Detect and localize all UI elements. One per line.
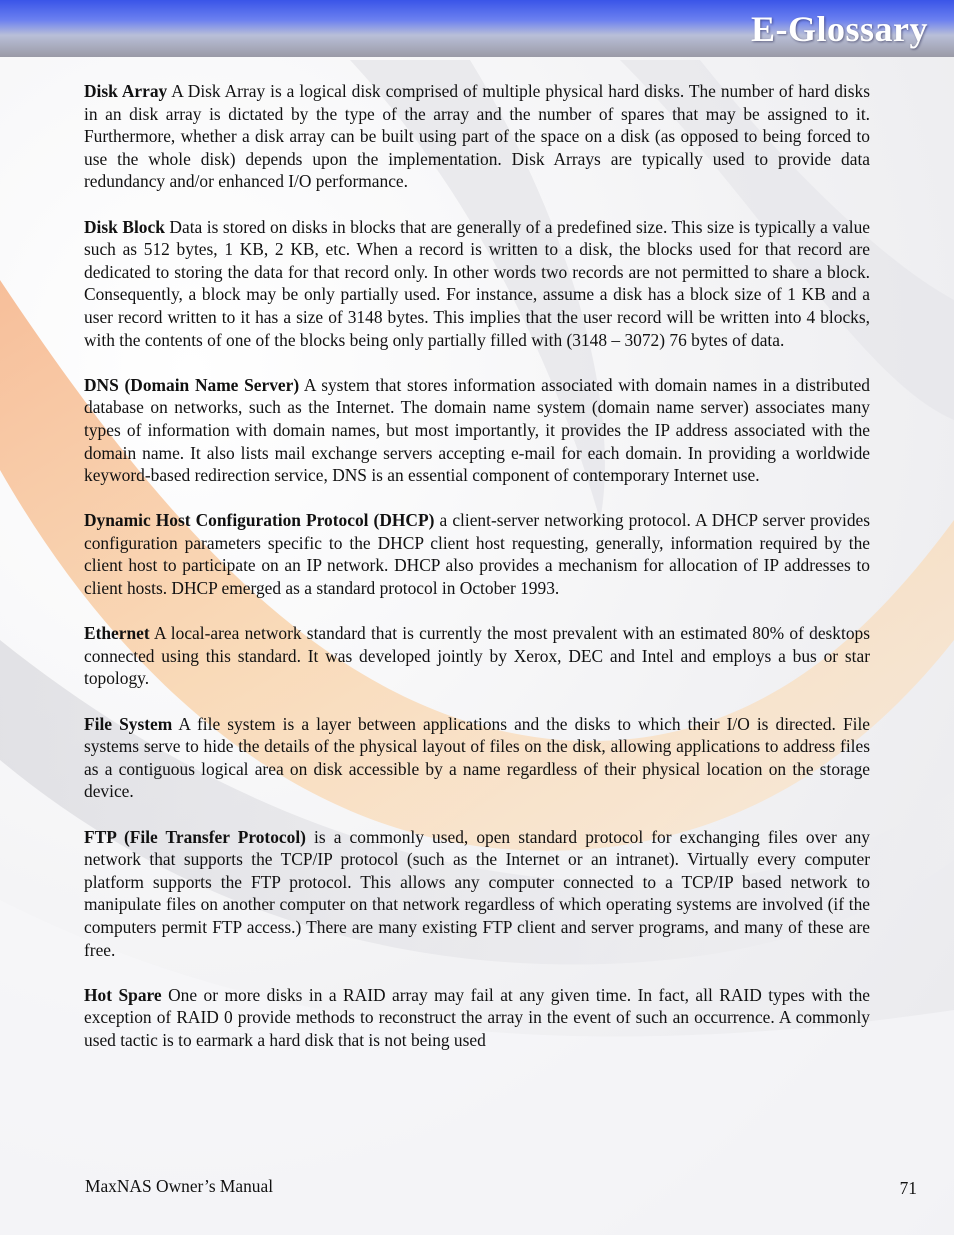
glossary-entry-ethernet <box>84 622 870 690</box>
glossary-entry-dns <box>84 374 870 487</box>
glossary-entry-dhcp <box>84 509 870 599</box>
glossary-term: DNS (Domain Name Server) <box>84 374 300 395</box>
glossary-definition: is a commonly used, open standard protocol for exchanging files over any network that supports the TCP/IP protocol (such as the Internet or an intranet). Virtually every computer platform supports the FTP protocol. This allows any computer connected to a TCP/IP based network to manipulate files on another computer on that network regardless of which operating systems are involved (if the computers permit FTP access.) There are many existing FTP client and server programs, and many of these are free. <box>84 826 870 960</box>
glossary-term: FTP (File Transfer Protocol) <box>84 826 306 847</box>
glossary-term: Hot Spare <box>84 984 162 1005</box>
section-title: E-Glossary <box>750 9 928 49</box>
glossary-definition: Data is stored on disks in blocks that are generally of a predefined size. This size is typically a value such as 512 bytes, 1 KB, 2 KB, etc. When a record is written to a disk, the blocks used for that record are dedicated to storing the data for that record only. In other words two records are not permitted to share a block. Consequently, a block may be only partially used. For instance, assume a disk has a block size of 1 KB and a user record written to it has a size of 3148 bytes. This implies that the user record will be written into 4 blocks, with the contents of one of the blocks being only partially filled with (3148 – 3072) 76 bytes of data. <box>84 216 870 350</box>
glossary-entry-hot-spare <box>84 984 870 1052</box>
glossary-term: Disk Array <box>84 81 168 101</box>
glossary-definition: A system that stores information associated with domain names in a distributed database on networks, such as the Internet. The domain name system (domain name server) associates many types of information with domain names, but most importantly, it provides the IP address associated with the domain name. It also lists mail exchange servers accepting e-mail for each domain. In providing a worldwide keyword-based redirection service, DNS is an essential component of contemporary Internet use. <box>84 374 870 486</box>
footer-page-number: 71 <box>899 1178 917 1198</box>
page-header-bar <box>0 0 954 57</box>
glossary-entry-ftp <box>84 826 870 962</box>
footer-manual-name: MaxNAS Owner’s Manual <box>85 1176 274 1196</box>
glossary-term: Ethernet <box>84 623 150 644</box>
glossary-term: File System <box>84 713 173 734</box>
glossary-definition: A Disk Array is a logical disk comprised of multiple physical hard disks. The number of hard disks in an disk array is dictated by the type of the array and the number of spares that may be assigned to it. Furthermore, whether a disk array can be built using part of the space on a disk (as opposed to being forced to use the whole disk) depends upon the implementation. Disk Arrays are typically used to provide data redundancy and/or enhanced I/O performance. <box>84 81 870 192</box>
glossary-definition: A file system is a layer between applications and the disks to which their I/O is directed. File systems serve to hide the details of the physical layout of files on the disk, allowing applications to address files as a contiguous logical area on disk accessible by a name regardless of their physical location on the storage device. <box>84 713 870 802</box>
glossary-body <box>84 80 870 1074</box>
glossary-entry-disk-array <box>84 80 870 193</box>
glossary-definition: One or more disks in a RAID array may fail at any given time. In fact, all RAID types with the exception of RAID 0 provide methods to reconstruct the array in the event of such an occurrence. A commonly used tactic is to earmark a hard disk that is not being used <box>84 984 870 1050</box>
glossary-definition: A local-area network standard that is currently the most prevalent with an estimated 80% of desktops connected using this standard. It was developed jointly by Xerox, DEC and Intel and employs a bus or star topology. <box>84 623 870 689</box>
glossary-term: Disk Block <box>84 216 165 237</box>
glossary-entry-disk-block <box>84 216 870 352</box>
glossary-term: Dynamic Host Configuration Protocol (DHCP) <box>84 510 435 531</box>
glossary-definition: a client-server networking protocol. A DHCP server provides configuration parameters specific to the DHCP client host requesting, generally, information required by the client host to participate on an IP network. DHCP also provides a mechanism for allocation of IP addresses to client hosts. DHCP emerged as a standard protocol in October 1993. <box>84 510 870 599</box>
glossary-entry-file-system <box>84 713 870 803</box>
